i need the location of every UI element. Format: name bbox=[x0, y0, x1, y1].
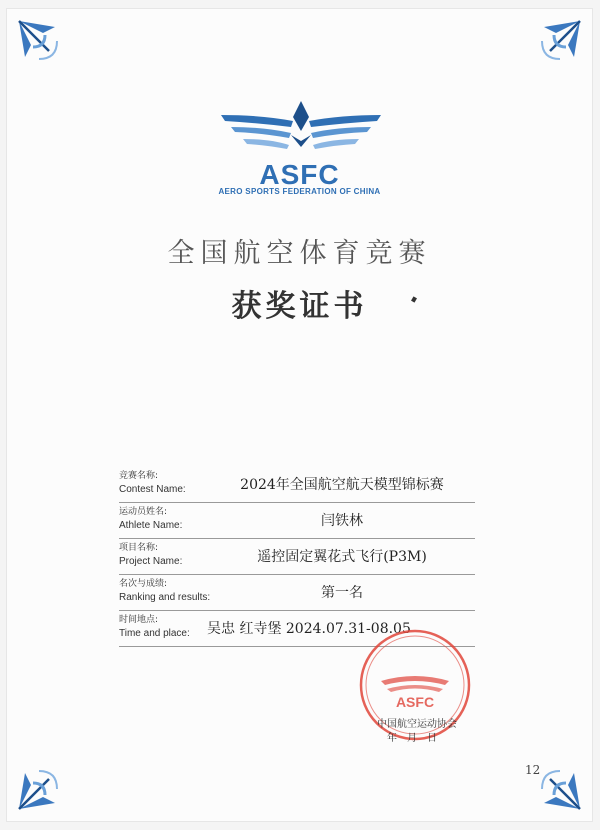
field-label-en: Athlete Name: bbox=[119, 520, 183, 531]
logo-subtitle: AERO SPORTS FEDERATION OF CHINA bbox=[218, 187, 381, 196]
page-number: 12 bbox=[525, 763, 541, 777]
certificate-page bbox=[6, 8, 593, 822]
field-label bbox=[119, 578, 210, 604]
seal-center-text: ASFC bbox=[395, 694, 435, 710]
issuer-name: 中国航空运动协会 bbox=[377, 719, 457, 730]
certificate-subtitle: 获奖证书 bbox=[231, 289, 368, 324]
award-info-table bbox=[119, 467, 475, 647]
contest-name-row bbox=[119, 467, 475, 503]
corner-ornament-icon bbox=[15, 17, 85, 87]
field-label bbox=[119, 470, 186, 496]
corner-ornament-icon bbox=[514, 743, 584, 813]
field-label-cn: 时间地点: bbox=[119, 615, 159, 625]
time-place-value: 吴忠 红寺堡 2024.07.31-08.05 bbox=[207, 621, 411, 637]
field-label-cn: 竞赛名称: bbox=[119, 471, 159, 481]
field-label-en: Contest Name: bbox=[119, 484, 186, 495]
field-label bbox=[119, 614, 190, 640]
issue-date-line: 年月日 bbox=[387, 733, 447, 744]
project-name-value: 遥控固定翼花式飞行(P3M) bbox=[257, 549, 427, 565]
field-label-cn: 项目名称: bbox=[119, 543, 159, 553]
asfc-wing-logo-icon bbox=[221, 101, 381, 161]
field-label-cn: 运动员姓名: bbox=[119, 507, 168, 517]
ranking-row bbox=[119, 575, 475, 611]
corner-ornament-icon bbox=[15, 743, 85, 813]
project-name-row bbox=[119, 539, 475, 575]
field-label-cn: 名次与成绩: bbox=[119, 579, 168, 589]
field-label-en: Project Name: bbox=[119, 556, 183, 567]
field-label bbox=[119, 542, 182, 568]
field-label-en: Time and place: bbox=[119, 628, 190, 639]
logo-name: ASFC bbox=[259, 159, 340, 190]
ranking-value: 第一名 bbox=[321, 585, 363, 601]
corner-ornament-icon bbox=[514, 17, 584, 87]
contest-name-value: 2024年全国航空航天模型锦标赛 bbox=[240, 477, 444, 493]
field-label bbox=[119, 506, 182, 532]
field-label-en: Ranking and results: bbox=[119, 592, 211, 603]
athlete-name-row bbox=[119, 503, 475, 539]
athlete-name-value: 闫铁林 bbox=[321, 513, 363, 529]
certificate-title: 全国航空体育竞赛 bbox=[167, 238, 432, 269]
